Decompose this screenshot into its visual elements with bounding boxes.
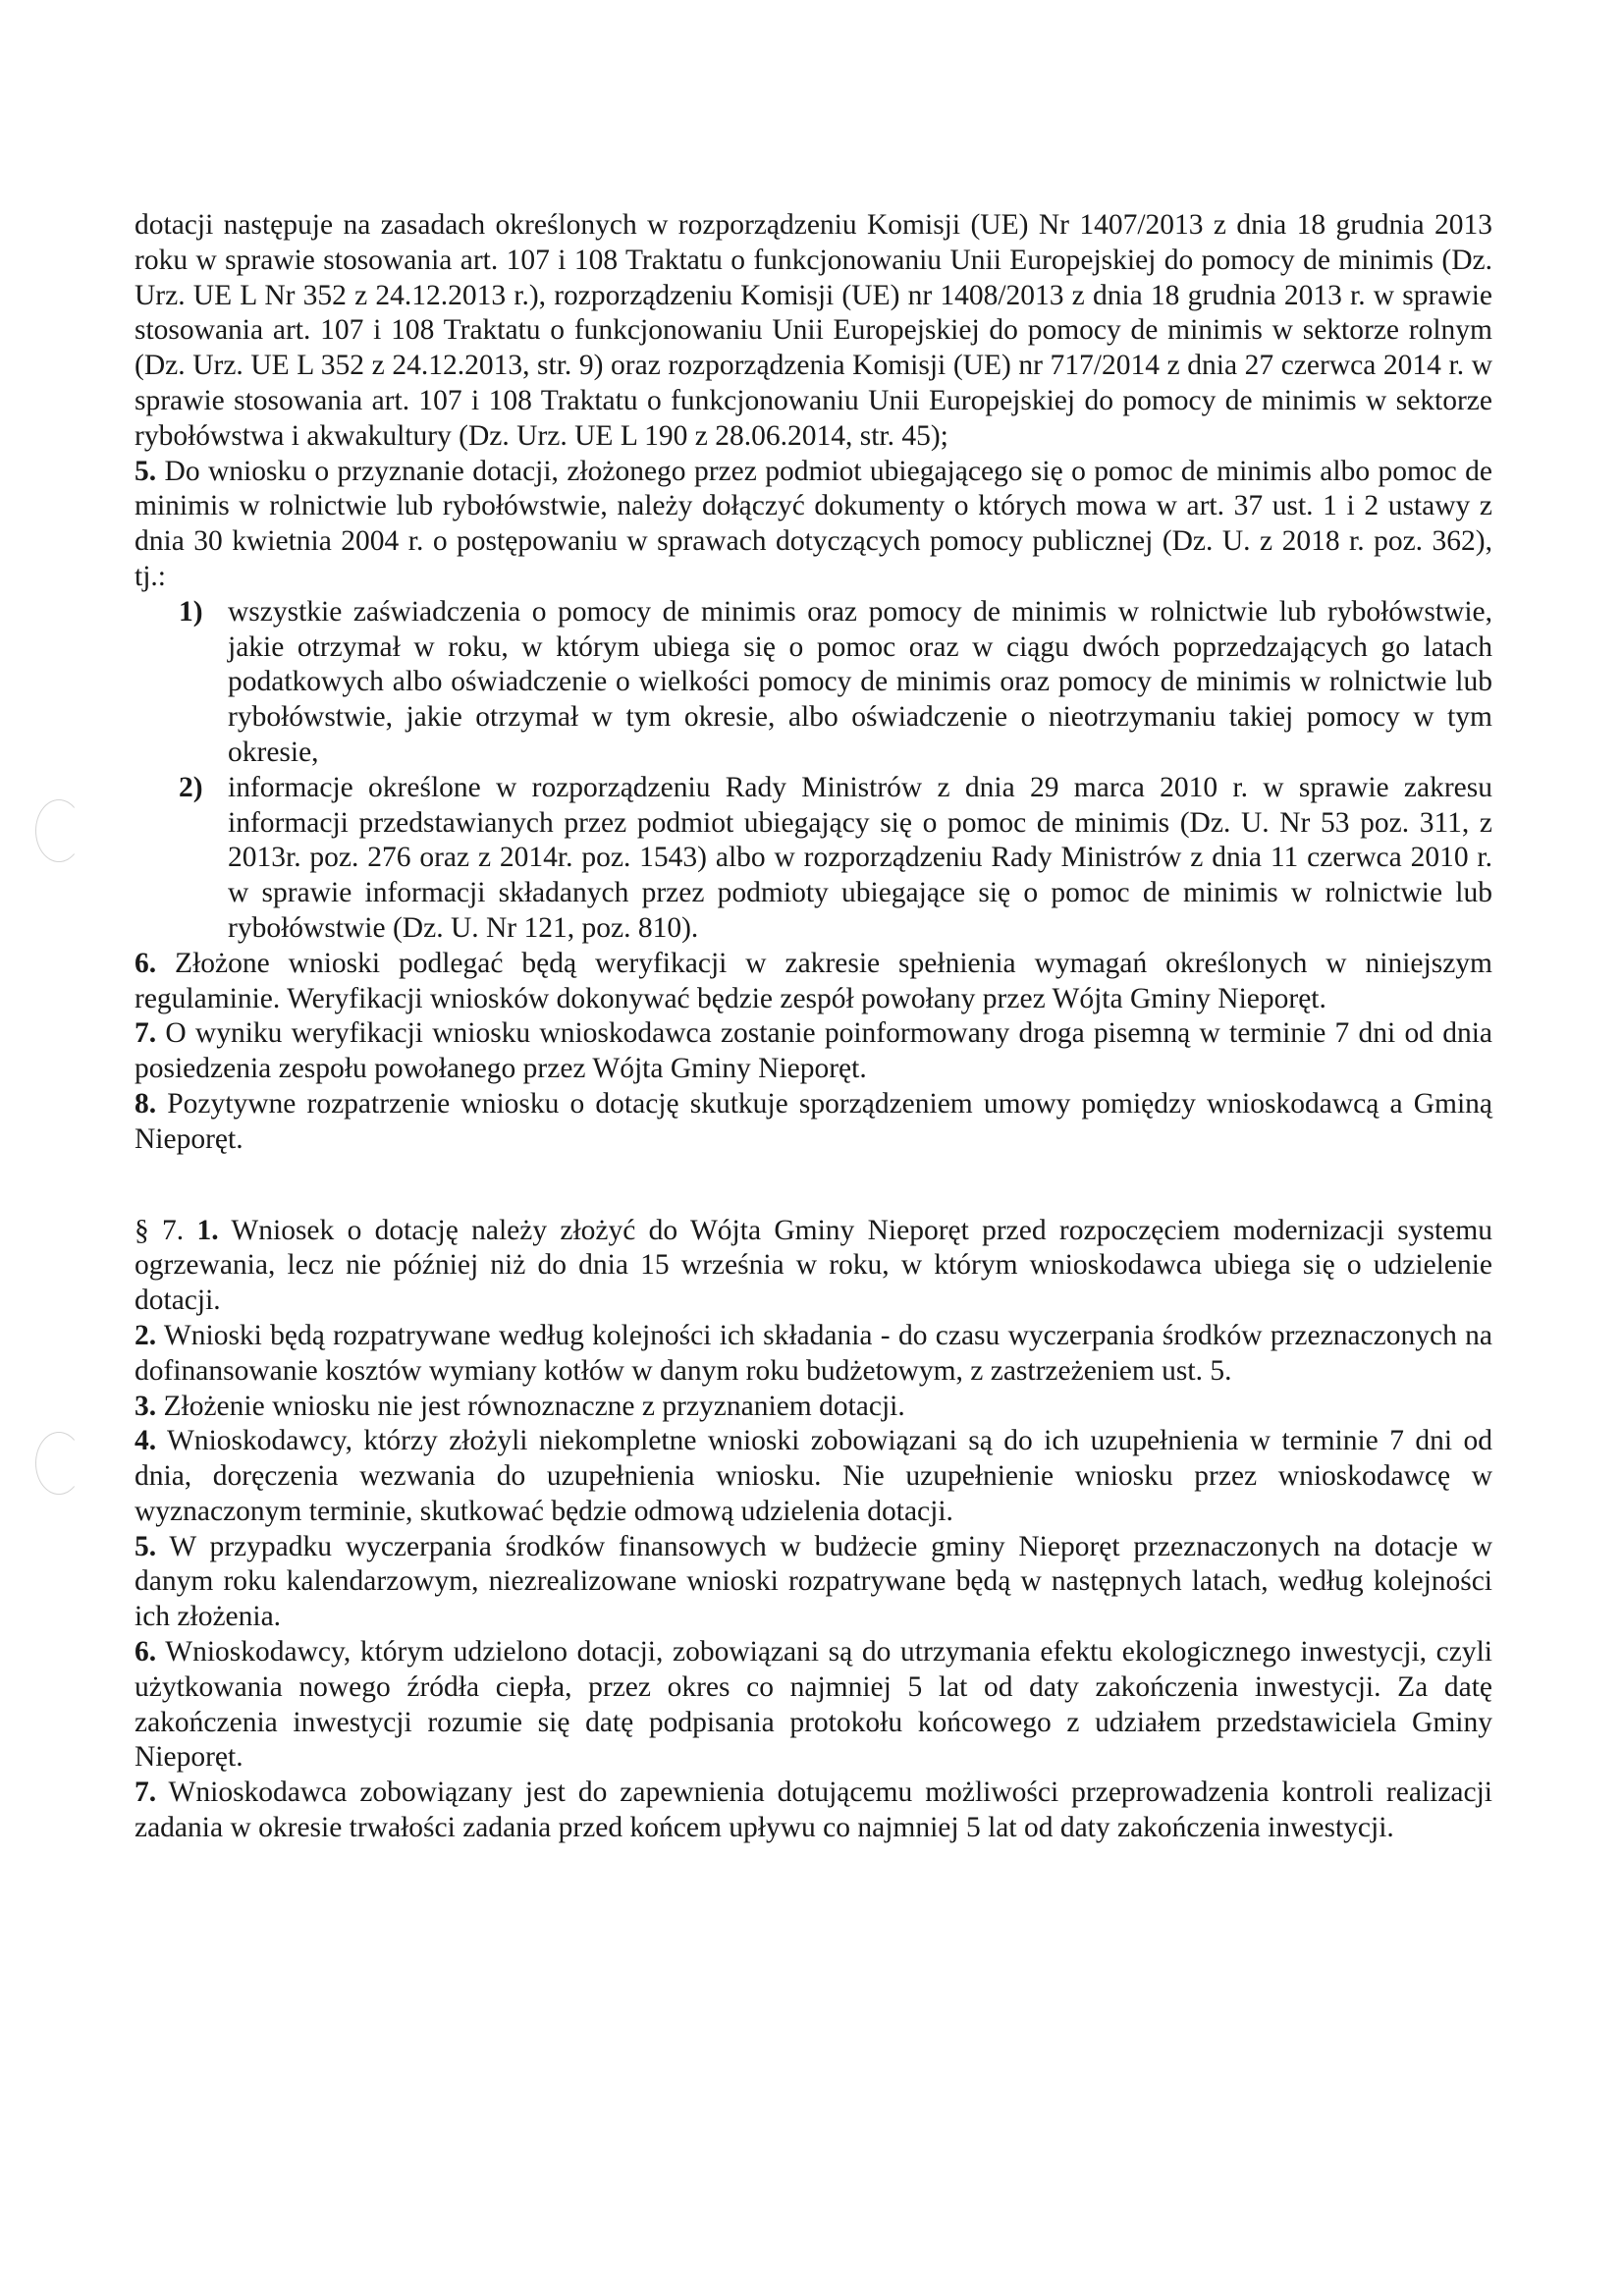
document-page [135,208,1492,1846]
paragraph-text: W przypadku wyczerpania środków finansowych w budżecie gminy Nieporęt przeznaczonych na dotacje w danym roku kalendarzowym, niezrealizowane wnioski rozpatrywane będą w następnych latach, według kolejności ich złożenia. [135,1530,1492,1633]
section-7-paragraph-2 [135,1319,1492,1390]
section-marker: § 7. [135,1214,197,1246]
paragraph-text: Do wniosku o przyznanie dotacji, złożonego przez podmiot ubiegającego się o pomoc de minimis albo pomoc de minimis w rolnictwie lub rybołówstwie, należy dołączyć dokumenty o których mowa w art. 37 ust. 1 i 2 ustawy z dnia 30 kwietnia 2004 r. o postępowaniu w sprawach dotyczących pomocy publicznej (Dz. U. z 2018 r. poz. 362), tj.: [135,455,1492,592]
paragraph-number: 5. [135,455,157,487]
paragraph-text: Wnioski będą rozpatrywane według kolejności ich składania - do czasu wyczerpania środków przeznaczonych na dofinansowanie kosztów wymiany kotłów w danym roku budżetowym, z zastrzeżeniem ust. 5. [135,1319,1492,1387]
paragraph-text: Pozytywne rozpatrzenie wniosku o dotację skutkuje sporządzeniem umowy pomiędzy wnioskodawcą a Gminą Nieporęt. [135,1087,1492,1155]
section-7-paragraph-4 [135,1424,1492,1529]
paragraph-number: 6. [135,947,157,979]
paragraph-text: Złożenie wniosku nie jest równoznaczne z przyznaniem dotacji. [156,1390,905,1422]
paragraph-7 [135,1016,1492,1087]
paragraph-text: Złożone wnioski podlegać będą weryfikacji w zakresie spełnienia wymagań określonych w niniejszym regulaminie. Weryfikacji wniosków dokonywać będzie zespół powołany przez Wójta Gminy Nieporęt. [135,947,1492,1014]
paragraph-text: Wnioskodawca zobowiązany jest do zapewnienia dotującemu możliwości przeprowadzenia kontroli realizacji zadania w okresie trwałości zadania przed końcem upływu co najmniej 5 lat od daty zakończenia inwestycji. [135,1777,1492,1844]
section-7-paragraph-5 [135,1530,1492,1635]
paragraph-text: Wnioskodawcy, którym udzielono dotacji, zobowiązani są do utrzymania efektu ekologicznego inwestycji, czyli użytkowania nowego źródła ciepła, przez okres co najmniej 5 lat od daty zakończenia inwestycji. Za datę zakończenia inwestycji rozumie się datę podpisania protokołu końcowego z udziałem przedstawiciela Gminy Nieporęt. [135,1636,1492,1774]
paragraph-number: 7. [135,1777,157,1809]
section-7-paragraph-7 [135,1776,1492,1846]
list-marker: 2) [179,771,203,803]
paragraph-number: 6. [135,1636,157,1668]
section-7-paragraph-1 [135,1214,1492,1319]
list-marker: 1) [179,595,203,628]
paragraph-8 [135,1087,1492,1158]
paragraph-text: Wniosek o dotację należy złożyć do Wójta Gminy Nieporęt przed rozpoczęciem modernizacji systemu ogrzewania, lecz nie później niż do dnia 15 września w roku, w którym wnioskodawca ubiega się o udzielenie dotacji. [135,1214,1493,1317]
paragraph-number: 5. [135,1530,157,1562]
paragraph-number: 1. [196,1214,219,1246]
attachment-list [135,595,1492,947]
paragraph-6 [135,947,1492,1017]
paragraph-number: 8. [135,1087,157,1120]
paragraph-number: 7. [135,1017,157,1050]
list-item [135,595,1492,771]
paragraph-number: 3. [135,1390,157,1422]
section-7-paragraph-6 [135,1635,1492,1776]
paragraph-text: Wnioskodawcy, którzy złożyli niekompletne wnioski zobowiązani są do ich uzupełnienia w terminie 7 dni od dnia, doręczenia wezwania do uzupełnienia wniosku. Nie uzupełnienie wniosku przez wnioskodawcę w wyznaczonym terminie, skutkować będzie odmową udzielenia dotacji. [135,1425,1492,1527]
punch-hole-mark [35,1432,82,1495]
list-item [135,771,1492,947]
paragraph-5 [135,455,1492,595]
list-item-text: wszystkie zaświadczenia o pomocy de minimis oraz pomocy de minimis w rolnictwie lub rybołówstwie, jakie otrzymał w roku, w którym ubiega się o pomoc oraz w ciągu dwóch poprzedzających go latach podatkowych albo oświadczenie o wielkości pomocy de minimis oraz pomocy de minimis w rolnictwie lub rybołówstwie, jakie otrzymał w tym okresie, albo oświadczenie o nieotrzymaniu takiej pomocy w tym okresie, [228,595,1492,768]
section-7-paragraph-3 [135,1390,1492,1425]
punch-hole-mark [35,799,82,862]
paragraph-number: 2. [135,1319,157,1351]
paragraph-text: O wyniku weryfikacji wniosku wnioskodawca zostanie poinformowany droga pisemną w terminie 7 dni od dnia posiedzenia zespołu powołanego przez Wójta Gminy Nieporęt. [135,1017,1492,1085]
list-item-text: informacje określone w rozporządzeniu Rady Ministrów z dnia 29 marca 2010 r. w sprawie zakresu informacji przedstawianych przez podmiot ubiegający się o pomoc de minimis (Dz. U. Nr 53 poz. 311, z 2013r. poz. 276 oraz z 2014r. poz. 1543) albo w rozporządzeniu Rady Ministrów z dnia 11 czerwca 2010 r. w sprawie informacji składanych przez podmioty ubiegające się o pomoc de minimis w rolnictwie lub rybołówstwie (Dz. U. Nr 121, poz. 810). [228,771,1492,944]
intro-paragraph: dotacji następuje na zasadach określonych w rozporządzeniu Komisji (UE) Nr 1407/2013 z dnia 18 grudnia 2013 roku w sprawie stosowania art. 107 i 108 Traktatu o funkcjonowaniu Unii Europejskiej do pomocy de minimis (Dz. Urz. UE L Nr 352 z 24.12.2013 r.), rozporządzeniu Komisji (UE) nr 1408/2013 z dnia 18 grudnia 2013 r. w sprawie stosowania art. 107 i 108 Traktatu o funkcjonowaniu Unii Europejskiej do pomocy de minimis w sektorze rolnym (Dz. Urz. UE L 352 z 24.12.2013, str. 9) oraz rozporządzenia Komisji (UE) nr 717/2014 z dnia 27 czerwca 2014 r. w sprawie stosowania art. 107 i 108 Traktatu o funkcjonowaniu Unii Europejskiej do pomocy de minimis w sektorze rybołówstwa i akwakultury (Dz. Urz. UE L 190 z 28.06.2014, str. 45); [135,209,1492,452]
paragraph-number: 4. [135,1425,157,1457]
section-spacer [135,1158,1492,1214]
